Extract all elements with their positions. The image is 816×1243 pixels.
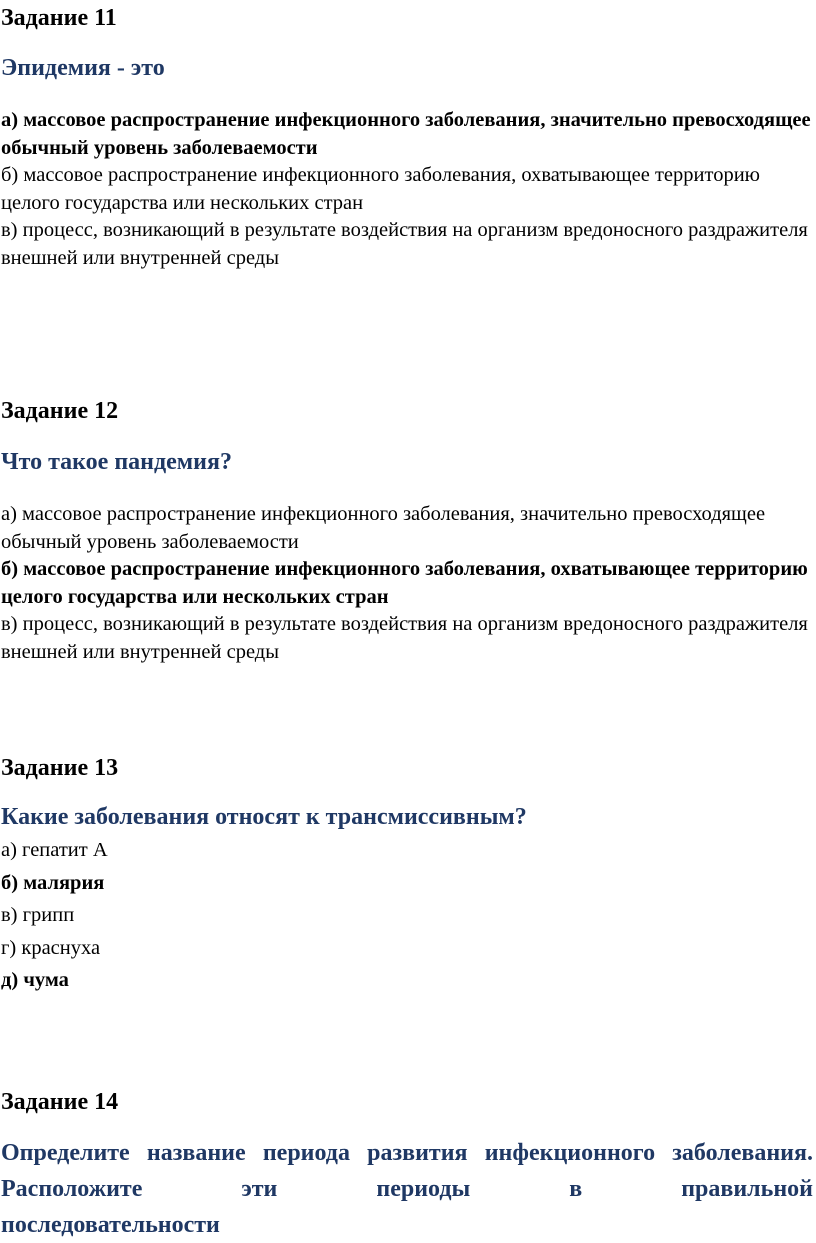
task-11-option-c: в) процесс, возникающий в результате воздействия на организм вредоносного раздражителя внешней или внутренней среды — [1, 219, 808, 269]
task-13-option-c: в) грипп — [1, 904, 75, 926]
task-12-option-b: б) массовое распространение инфекционного заболевания, охватывающее территорию целого государства или нескольких стран — [1, 558, 808, 608]
task-13-title: Задание 13 — [1, 755, 119, 781]
task-14-question — [1, 1135, 813, 1243]
task-13-option-d: г) краснуха — [1, 936, 101, 959]
task-11-options — [1, 107, 813, 272]
task-11-title: Задание 11 — [1, 5, 117, 31]
task-14-title: Задание 14 — [1, 1089, 119, 1115]
task-13-option-a: а) гепатит А — [1, 839, 108, 861]
task-14-question-line1: Определите название периода развития инфекционного заболевания. Расположите эти периоды в правильной — [1, 1140, 813, 1202]
task-12-option-c: в) процесс, возникающий в результате воздействия на организм вредоносного раздражителя внешней или внутренней среды — [1, 613, 808, 663]
task-12-option-a: а) массовое распространение инфекционного заболевания, значительно превосходящее обычный уровень заболеваемости — [1, 503, 766, 553]
task-11-option-b: б) массовое распространение инфекционного заболевания, охватывающее территорию целого государства или нескольких стран — [1, 164, 760, 214]
task-13-question: Какие заболевания относят к трансмиссивным? — [1, 804, 527, 830]
task-14-question-line2: последовательности — [1, 1212, 220, 1238]
task-12-options — [1, 501, 813, 666]
task-12-title: Задание 12 — [1, 398, 119, 424]
task-11-question: Эпидемия - это — [1, 55, 165, 81]
task-13-options — [1, 837, 813, 1000]
task-12-question: Что такое пандемия? — [1, 449, 232, 475]
task-13-option-e: д) чума — [1, 969, 69, 991]
task-11-option-a: а) массовое распространение инфекционного заболевания, значительно превосходящее обычный уровень заболеваемости — [1, 109, 811, 159]
task-13-option-b: б) малярия — [1, 871, 105, 894]
